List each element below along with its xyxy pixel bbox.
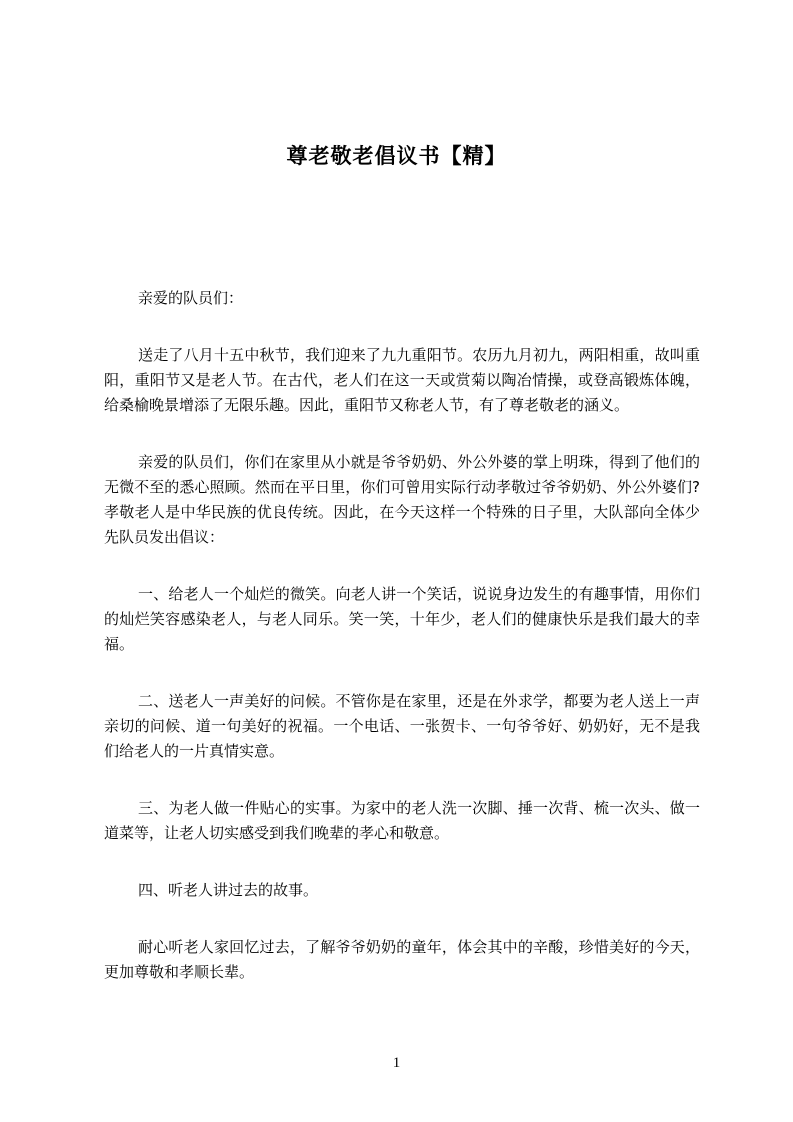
proposal-two-paragraph: 二、送老人一声美好的问候。不管你是在家里，还是在外求学，都要为老人送上一声亲切的问候、道一句美好的祝福。一个电话、一张贺卡、一句爷爷好、奶奶好，无不是我们给老人的一片真情实意。	[104, 692, 700, 760]
page-number: 1	[392, 1055, 401, 1071]
proposal-one-paragraph: 一、给老人一个灿烂的微笑。向老人讲一个笑话，说说身边发生的有趣事情，用你们的灿烂笑容感染老人，与老人同乐。笑一笑，十年少，老人们的健康快乐是我们最大的幸福。	[104, 585, 700, 653]
closing-paragraph: 耐心听老人家回忆过去，了解爷爷奶奶的童年，体会其中的辛酸，珍惜美好的今天，更加尊敬和孝顺长辈。	[104, 938, 700, 981]
document-body	[104, 286, 700, 985]
proposal-three-paragraph: 三、为老人做一件贴心的实事。为家中的老人洗一次脚、捶一次背、梳一次头、做一道菜等，让老人切实感受到我们晚辈的孝心和敬意。	[104, 799, 700, 842]
document-title: 尊老敬老倡议书【精】	[286, 144, 507, 168]
intro-paragraph: 送走了八月十五中秋节，我们迎来了九九重阳节。农历九月初九，两阳相重，故叫重阳，重阳节又是老人节。在古代，老人们在这一天或赏菊以陶冶情操，或登高锻炼体魄，给桑榆晚景增添了无限乐趣。因此，重阳节又称老人节，有了尊老敬老的涵义。	[104, 346, 700, 414]
proposal-four-paragraph: 四、听老人讲过去的故事。	[138, 881, 319, 899]
appeal-paragraph: 亲爱的队员们，你们在家里从小就是爷爷奶奶、外公外婆的掌上明珠，得到了他们的无微不至的悉心照顾。然而在平日里，你们可曾用实际行动孝敬过爷爷奶奶、外公外婆们?孝敬老人是中华民族的优良传统。因此，在今天这样一个特殊的日子里，大队部向全体少先队员发出倡议：	[104, 453, 700, 546]
greeting-paragraph: 亲爱的队员们：	[138, 289, 244, 307]
